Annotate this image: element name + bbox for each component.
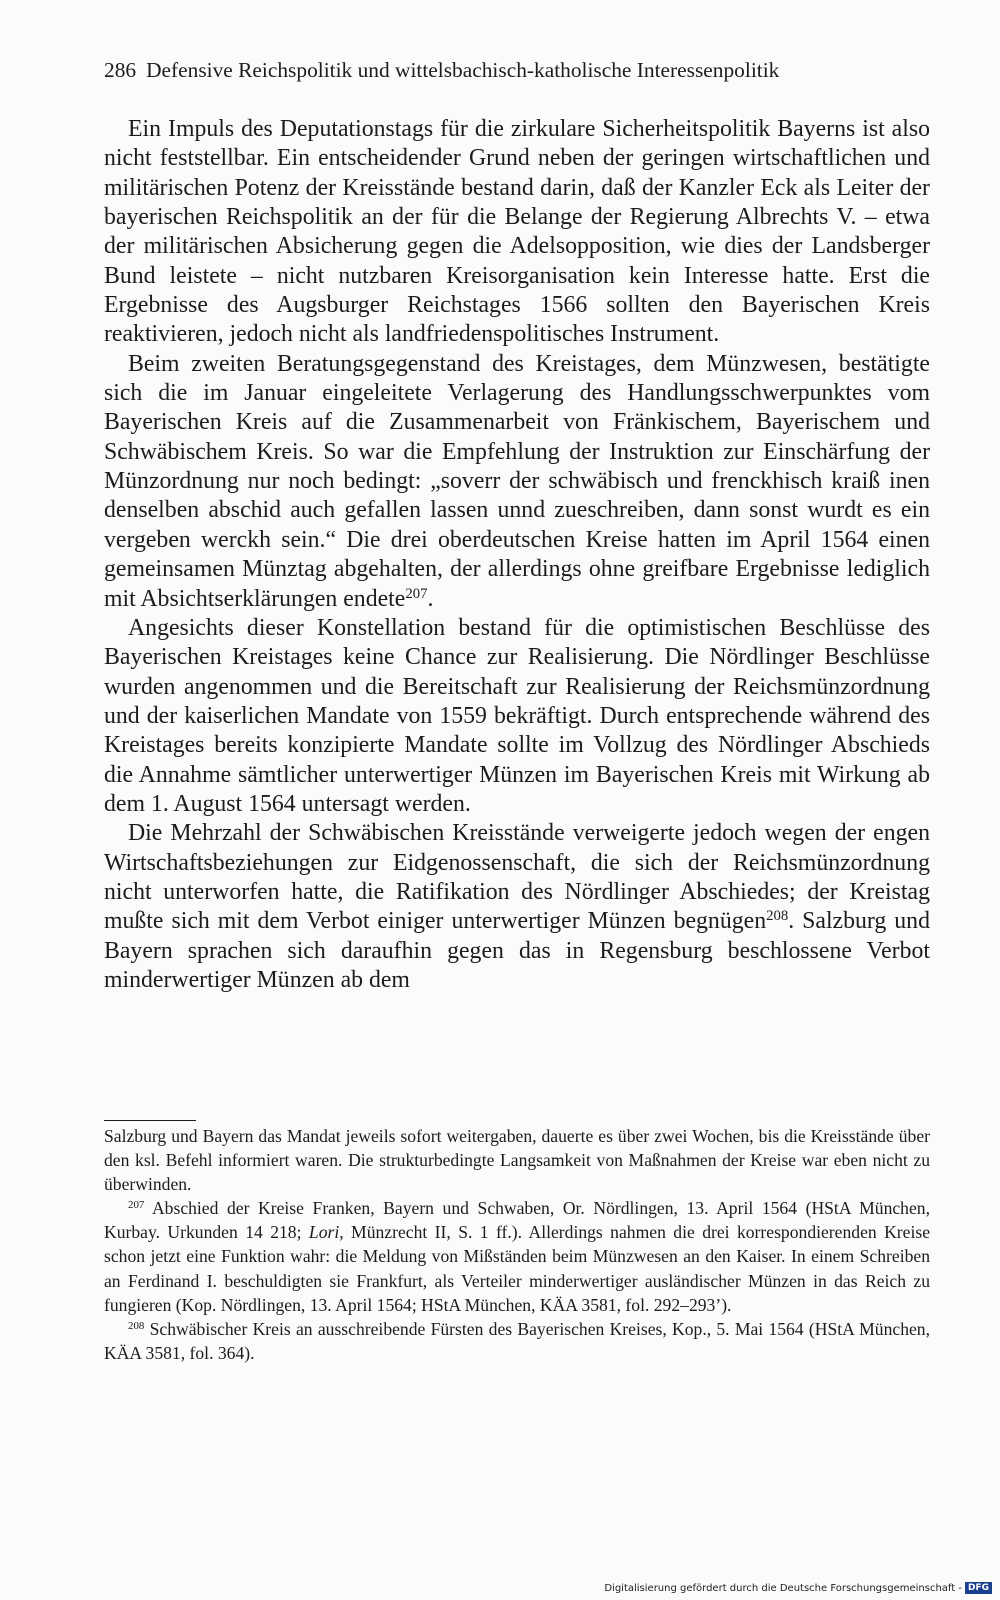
footnote-number-207: 207 [128, 1199, 145, 1212]
paragraph-4-tail: . Salzburg und Bayern sprachen sich daraufhin gegen das in Regensburg beschlossene Verbot minderwertiger Münzen ab dem [104, 908, 930, 993]
footnote-208-text: Schwäbischer Kreis an ausschreibende Fürsten des Bayerischen Kreises, Kop., 5. Mai 1564 (HStA München, KÄA 3581, fol. 364). [104, 1318, 930, 1363]
footnote-208 [104, 1317, 930, 1365]
running-header [104, 56, 930, 84]
page-number: 286 [104, 58, 137, 82]
footnote-separator [104, 1120, 196, 1121]
footnote-ref-208[interactable]: 208 [766, 908, 789, 925]
paragraph-3: Angesichts dieser Konstellation bestand für die optimistischen Beschlüsse des Bayerischen Kreistages keine Chance zur Realisierung. Die Nördlinger Beschlüsse wurden angenommen und die Bereitschaft zur Realisierung der Reichsmünzordnung und der kaiserlichen Mandate von 1559 bekräftigt. Durch entsprechende während des Kreistages bereits konzipierte Mandate sollte im Vollzug des Nördlinger Abschieds die Annahme sämtlicher unterwertiger Münzen im Bayerischen Kreis mit Wirkung ab dem 1. August 1564 untersagt werden. [104, 614, 930, 817]
footnote-continuation: Salzburg und Bayern das Mandat jeweils sofort weitergaben, dauerte es über zwei Wochen, bis die Kreisstände über den ksl. Befehl informiert waren. Die strukturbedingte Langsamkeit von Maßnahmen der Kreise war eben nicht zu überwinden. [104, 1126, 930, 1195]
footnote-207-author: Lori [308, 1222, 340, 1243]
main-text [104, 115, 930, 995]
paragraph-4-text: Die Mehrzahl der Schwäbischen Kreisstände verweigerte jedoch wegen der engen Wirtschaftsbeziehungen zur Eidgenossenschaft, die sich der Reichsmünzordnung nicht unterworfen hatte, die Ratifikation des Nördlinger Abschiedes; der Kreistag mußte sich mit dem Verbot einiger unterwertiger Münzen begnügen [104, 820, 930, 935]
footnotes [104, 1124, 930, 1365]
paragraph-2-text: Beim zweiten Beratungsgegenstand des Kreistages, dem Münzwesen, bestätigte sich die im Januar eingeleitete Verlagerung des Handlungsschwerpunktes vom Bayerischen Kreis auf die Zusammenarbeit von Fränkischem, Bayerischem und Schwäbischem Kreis. So war die Empfehlung der Instruktion zur Einschärfung der Münzordnung nur noch bedingt: „soverr der schwäbisch und frenckhisch kraiß inen denselben abschid auch gefallen lassen unnd zueschreiben, dann sonst wurdt es ein vergeben werckh sein.“ Die drei oberdeutschen Kreise hatten im April 1564 einen gemeinsamen Münztag abgehalten, der allerdings ohne greifbare Ergebnisse lediglich mit Absichtserklärungen endete [104, 350, 930, 612]
book-page [104, 0, 930, 1600]
paragraph-2-tail: . [427, 585, 434, 612]
dfg-logo: DFG [965, 1582, 992, 1594]
paragraph-4 [104, 819, 930, 995]
running-title: Defensive Reichspolitik und wittelsbachisch-katholische Interessenpolitik [146, 58, 780, 82]
footnote-207-text-b: , Münzrecht II, S. 1 ff.). Allerdings nahmen die drei korrespondierenden Kreise schon jetzt eine Funktion wahr: die Meldung von Mißständen beim Münzwesen an den Kaiser. In einem Schreiben an Ferdinand I. beschuldigten sie Frankfurt, als Verteiler minderwertiger ausländischer Münzen in das Reich zu fungieren (Kop. Nördlingen, 13. April 1564; HStA München, KÄA 3581, fol. 292–293’). [104, 1222, 931, 1315]
paragraph-1: Ein Impuls des Deputationstags für die zirkulare Sicherheitspolitik Bayerns ist also nicht feststellbar. Ein entscheidender Grund neben der geringen wirtschaftlichen und militärischen Potenz der Kreisstände bestand darin, daß der Kanzler Eck als Leiter der bayerischen Reichspolitik an der für die Belange der Regierung Albrechts V. – etwa der militärischen Absicherung gegen die Adelsopposition, wie dies der Landsberger Bund leistete – nicht nutzbaren Kreisorganisation kein Interesse hatte. Erst die Ergebnisse des Augsburger Reichstages 1566 sollten den Bayerischen Kreis reaktivieren, jedoch nicht als landfriedenspolitisches Instrument. [104, 116, 930, 348]
credit-text: Digitalisierung gefördert durch die Deutsche Forschungsgemeinschaft - [604, 1583, 962, 1594]
digitization-credit [604, 1582, 992, 1596]
footnote-207 [104, 1196, 930, 1316]
footnote-number-208: 208 [128, 1319, 145, 1332]
footnote-207-text-a: Abschied der Kreise Franken, Bayern und Schwaben, Or. Nördlingen, 13. April 1564 (HStA München, Kurbay. Urkunden 14 218; [104, 1198, 930, 1243]
paragraph-2 [104, 350, 930, 614]
footnote-ref-207[interactable]: 207 [405, 585, 428, 602]
